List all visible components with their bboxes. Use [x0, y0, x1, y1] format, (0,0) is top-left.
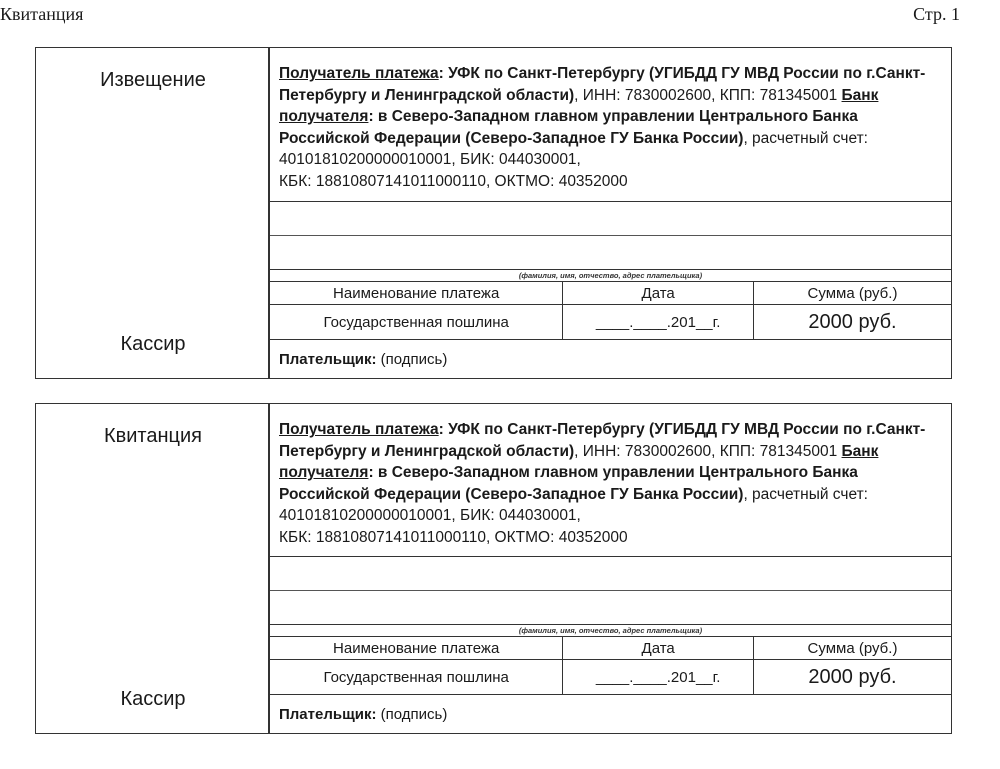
payer-caption: (фамилия, имя, отчество, адрес плательщика)	[518, 271, 703, 280]
form-left-column	[36, 404, 270, 733]
recipient-name: : УФК по Санкт-Петербургу (УГИБДД ГУ МВД России по г.Санкт-Петербургу и Ленинградской области)	[279, 65, 926, 104]
header-amount: Сумма (руб.)	[754, 637, 952, 660]
form-right-column	[270, 404, 951, 733]
form-right-column	[270, 48, 951, 378]
header-payment-name: Наименование платежа	[270, 282, 563, 305]
recipient-block	[279, 63, 945, 192]
payment-table	[270, 281, 951, 340]
bank-name: : в Северо-Западном главном управлении Центрального Банка Российской Федерации (Северо-Западное ГУ Банка России)	[279, 464, 858, 503]
recipient-name: : УФК по Санкт-Петербургу (УГИБДД ГУ МВД России по г.Санкт-Петербургу и Ленинградской области)	[279, 421, 926, 460]
codes: КБК: 18810807141011000110, ОКТМО: 40352000	[279, 172, 628, 190]
recipient-block	[279, 419, 945, 548]
payment-amount: 2000 руб.	[754, 660, 952, 695]
payer-signature[interactable]	[279, 351, 447, 368]
cashier-label: Кассир	[120, 688, 186, 710]
payer-signature[interactable]	[279, 706, 447, 723]
notice-form	[35, 47, 952, 379]
header-payment-name: Наименование платежа	[270, 637, 563, 660]
payer-label: Плательщик:	[279, 706, 377, 723]
form-left-column	[36, 48, 270, 378]
payment-amount: 2000 руб.	[754, 305, 952, 340]
divider	[270, 201, 951, 202]
form-title: Квитанция	[103, 425, 202, 447]
recipient-tax: , ИНН: 7830002600, КПП: 781345001	[574, 442, 838, 460]
receipt-form	[35, 403, 952, 734]
page-number: Стр. 1	[913, 4, 960, 24]
header-date: Дата	[563, 637, 754, 660]
codes: КБК: 18810807141011000110, ОКТМО: 40352000	[279, 528, 628, 546]
payment-name: Государственная пошлина	[270, 305, 563, 340]
bank-name: : в Северо-Западном главном управлении Центрального Банка Российской Федерации (Северо-Западное ГУ Банка России)	[279, 108, 858, 147]
payment-table	[270, 636, 951, 695]
payer-label: Плательщик:	[279, 351, 377, 368]
payer-sign-text: (подпись)	[376, 351, 448, 368]
cashier-label: Кассир	[120, 333, 186, 355]
payer-sign-text: (подпись)	[376, 706, 448, 723]
payment-name: Государственная пошлина	[270, 660, 563, 695]
recipient-tax: , ИНН: 7830002600, КПП: 781345001	[574, 86, 838, 104]
payer-line[interactable]	[270, 590, 951, 591]
bank-label: Банк получателя	[279, 86, 879, 125]
recipient-label: Получатель платежа	[279, 65, 439, 82]
payer-caption: (фамилия, имя, отчество, адрес плательщика)	[518, 626, 703, 635]
payer-line[interactable]	[270, 235, 951, 236]
header-date: Дата	[563, 282, 754, 305]
payment-date[interactable]: ____.____.201__г.	[563, 305, 754, 340]
bank-label: Банк получателя	[279, 442, 879, 481]
payer-line[interactable]	[270, 269, 951, 270]
bank-account: , расчетный счет: 40101810200000010001, БИК: 044030001,	[279, 129, 868, 168]
divider	[270, 556, 951, 557]
recipient-label: Получатель платежа	[279, 421, 439, 438]
page-title: Квитанция	[0, 4, 84, 24]
form-title: Извещение	[100, 69, 206, 91]
bank-account: , расчетный счет: 40101810200000010001, БИК: 044030001,	[279, 485, 868, 524]
payer-line[interactable]	[270, 624, 951, 625]
payment-date[interactable]: ____.____.201__г.	[563, 660, 754, 695]
header-amount: Сумма (руб.)	[754, 282, 952, 305]
